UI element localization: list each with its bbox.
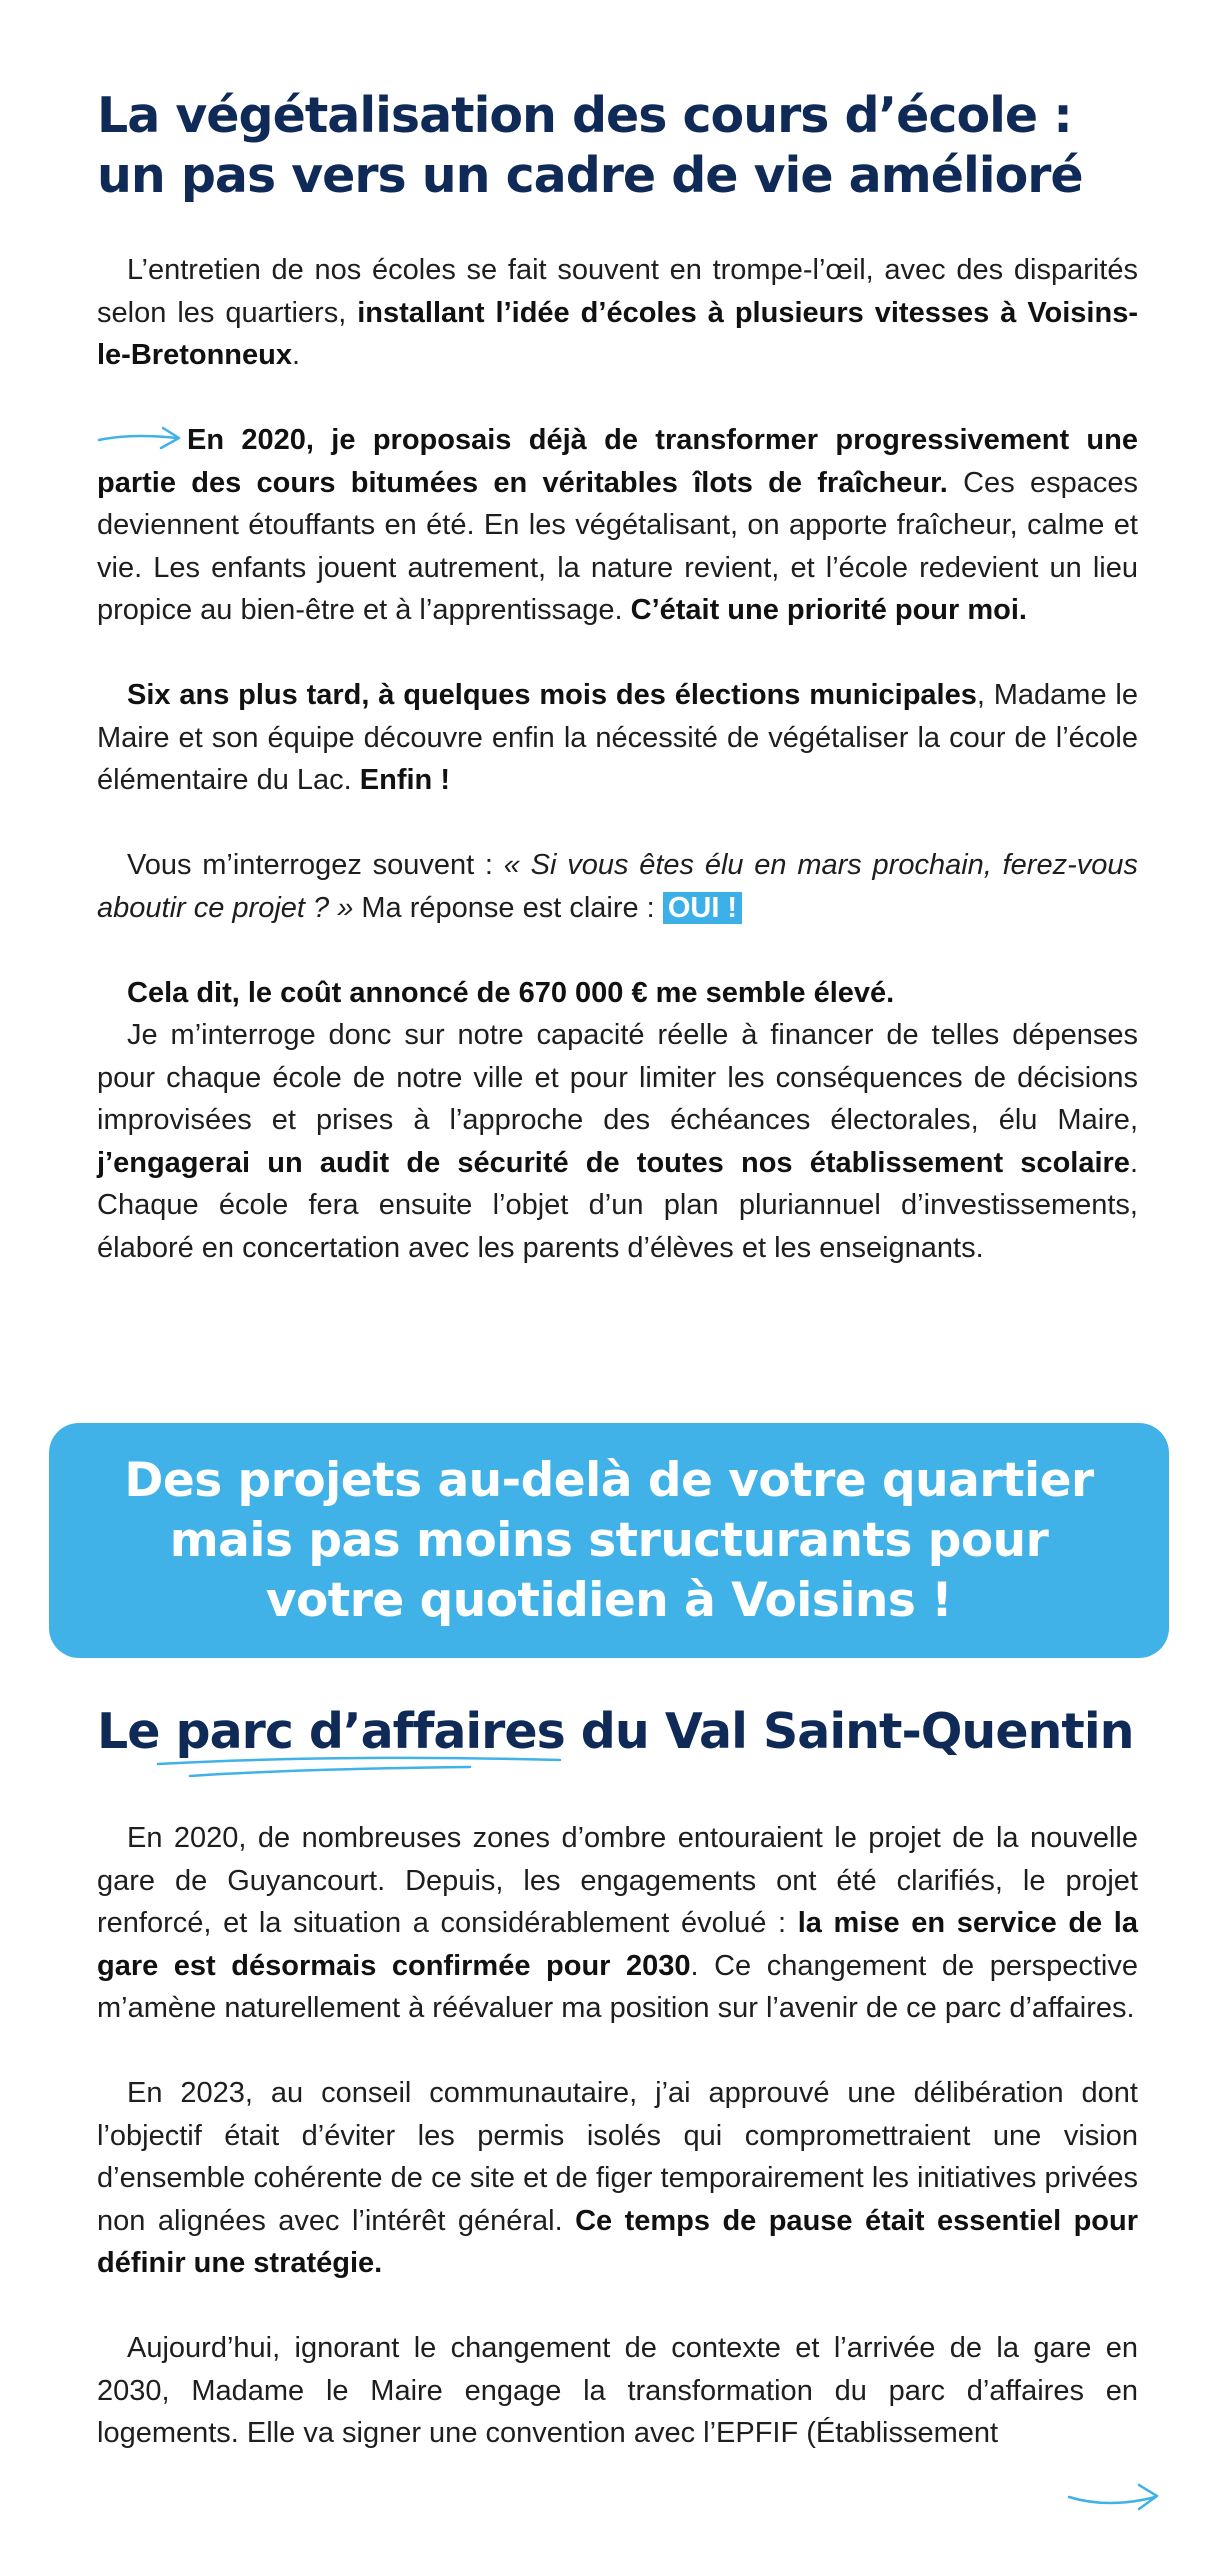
paragraph-gare: En 2020, de nombreuses zones d’ombre entouraient le projet de la nouvelle gare de Guyancourt. Depuis, les engagements ont été clarifiés, le projet renforcé, et la situation a considérablement évolué : la mise en service de la gare est désormais confirmée pour 2030. Ce changement de perspective m’amène naturellement à réévaluer ma position sur l’avenir de ce parc d’affaires. [97,1822,1138,2024]
section-title-vegetalisation [97,86,1137,206]
title-line-2: un pas vers un cadre de vie amélioré [97,147,1083,204]
paragraph-question: Vous m’interrogez souvent : « Si vous êtes élu en mars prochain, ferez-vous aboutir ce projet ? » Ma réponse est claire : OUI ! [97,849,1138,924]
hand-drawn-arrow-icon [97,423,185,453]
banner-text [89,1451,1129,1631]
section-body-vegetalisation [97,249,1138,1269]
paragraph-conseil: En 2023, au conseil communautaire, j’ai approuvé une délibération dont l’objectif était d’éviter les permis isolés qui compromettraient une vision d’ensemble cohérente de ce site et de figer temporairement les initiatives privées non alignées avec l’intérêt général. Ce temps de pause était essentiel pour définir une stratégie. [97,2077,1139,2279]
section-title-parc-affaires: Le parc d’affaires du Val Saint-Quentin [97,1703,1134,1760]
oui-highlight-badge: OUI ! [663,892,742,924]
banner-line-1: Des projets au-delà de votre quartier [124,1452,1094,1508]
paragraph-cout: Cela dit, le coût annoncé de 670 000 € me semble élevé. [127,976,895,1009]
title-line-1: La végétalisation des cours d’école : [97,87,1072,144]
paragraph-six-ans: Six ans plus tard, à quelques mois des élections municipales, Madame le Maire et son équipe découvre enfin la nécessité de végétaliser la cour de l’école élémentaire du Lac. Enfin ! [97,679,1138,796]
paragraph-audit: Je m’interroge donc sur notre capacité réelle à financer de telles dépenses pour chaque école de notre ville et pour limiter les conséquences de décisions improvisées et prises à l’approche des échéances électorales, élu Maire, j’engagerai un audit de sécurité de toutes nos établissement scolaire. Chaque école fera ensuite l’objet d’un plan pluriannuel d’investissements, élaboré en concertation avec les parents d’élèves et les enseignants. [97,1019,1138,1264]
banner-line-2: mais pas moins structurants pour [169,1512,1049,1568]
hand-drawn-underline [150,1750,570,1790]
banner-line-3: votre quotidien à Voisins ! [265,1572,953,1628]
paragraph-2020: En 2020, je proposais déjà de transformer progressivement une partie des cours bitumées en véritables îlots de fraîcheur. Ces espaces deviennent étouffants en été. En les végétalisant, on apporte fraîcheur, calme et vie. Les enfants jouent autrement, la nature revient, et l’école redevient un lieu propice au bien-être et à l’apprentissage. C’était une priorité pour moi. [97,424,1138,626]
section-body-parc-affaires [97,1817,1138,2455]
continue-arrow-icon [1065,2475,1165,2519]
paragraph-ecoles: L’entretien de nos écoles se fait souvent en trompe-l’œil, avec des disparités selon les quartiers, installant l’idée d’écoles à plusieurs vitesses à Voisins-le-Bretonneux. [97,254,1138,371]
paragraph-aujourdhui: Aujourd’hui, ignorant le changement de contexte et l’arrivée de la gare en 2030, Madame le Maire engage la transformation du parc d’affaires en logements. Elle va signer une convention avec l’EPFIF (Établissement [97,2332,1138,2449]
projects-banner [49,1423,1169,1658]
